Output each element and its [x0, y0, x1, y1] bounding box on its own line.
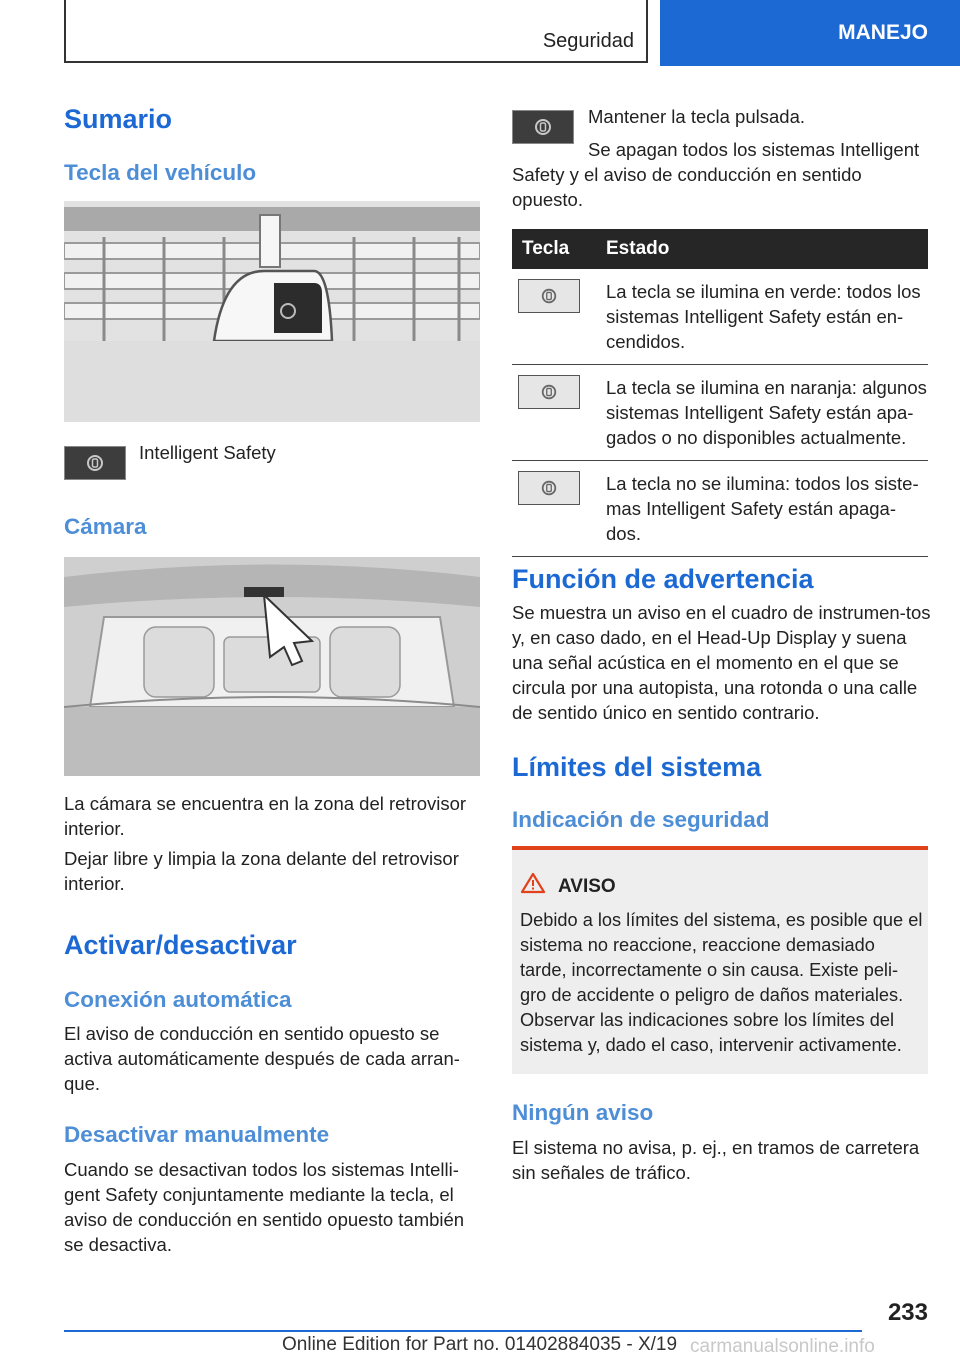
estado-cell: La tecla se ilumina en naranja: algunos sistemas Intelligent Safety están apa-gados o no disponibles actualmente.: [606, 365, 928, 461]
tecla-heading: Tecla del vehículo: [64, 160, 257, 185]
funcion-text: Se muestra un aviso en el cuadro de instrumen-tos y, en caso dado, en el Head-Up Display y suena una señal acústica en el momento en el que se circula por una autopista, una rotonda o una calle de sentido único en sentido contrario.: [512, 602, 931, 723]
apagan-text: Se apagan todos los sistemas Intelligent Safety y el aviso de conducción en sentido opuesto.: [512, 139, 920, 210]
page-number: 233: [887, 1299, 928, 1326]
table-row: [512, 365, 928, 461]
aviso-title: AVISO: [558, 876, 616, 897]
header-section-title: Seguridad: [542, 30, 634, 52]
intelligent-safety-label: Intelligent Safety: [139, 442, 276, 463]
warning-triangle-icon: [520, 872, 546, 894]
key-off-icon: [518, 471, 580, 505]
ningun-heading: Ningún aviso: [512, 1100, 654, 1125]
header-chapter-tab[interactable]: MANEJO: [660, 0, 960, 66]
sumario-heading: Sumario: [64, 104, 173, 134]
col-estado-header: Estado: [606, 229, 928, 269]
footer-edition: Online Edition for Part no. 01402884035 - X/19: [282, 1334, 678, 1355]
aviso-text: Debido a los límites del sistema, es posible que el sistema no reaccione, reaccione demasiado tarde, incorrectamente o sin causa. Existe peli-gro de accidente o peligro de daños materiales. Observar las indicaciones sobre los límites del sistema y, dado el caso, intervenir activamente.: [520, 910, 923, 1055]
state-table: [512, 229, 928, 557]
key-green-icon: [518, 279, 580, 313]
footer-watermark: carmanualsonline.info: [690, 1336, 875, 1357]
estado-cell: La tecla se ilumina en verde: todos los sistemas Intelligent Safety están en-cendidos.: [606, 269, 928, 365]
desactivar-text: Cuando se desactivan todos los sistemas Intelli-gent Safety conjuntamente mediante la tecla, el aviso de conducción en sentido opuesto también se desactiva.: [64, 1159, 465, 1255]
footer-rule: [64, 1330, 862, 1332]
intelligent-safety-key-icon: [64, 446, 126, 480]
camara-text-1: La cámara se encuentra en la zona del retrovisor interior.: [64, 793, 467, 839]
limites-heading: Límites del sistema: [512, 752, 762, 782]
table-row: [512, 461, 928, 557]
funcion-heading: Función de advertencia: [512, 564, 814, 594]
conexion-text: El aviso de conducción en sentido opuesto se activa automáticamente después de cada arran-que.: [64, 1023, 460, 1094]
col-tecla-header: Tecla: [512, 229, 606, 269]
mantener-text: Mantener la tecla pulsada.: [588, 106, 805, 127]
key-orange-icon: [518, 375, 580, 409]
conexion-heading: Conexión automática: [64, 987, 292, 1012]
table-row: [512, 269, 928, 365]
camara-heading: Cámara: [64, 514, 147, 539]
activar-heading: Activar/desactivar: [64, 930, 297, 960]
ningun-text: El sistema no avisa, p. ej., en tramos de carretera sin señales de tráfico.: [512, 1137, 920, 1183]
camera-photo: [64, 557, 480, 776]
desactivar-heading: Desactivar manualmente: [64, 1122, 330, 1147]
estado-cell: La tecla no se ilumina: todos los siste-mas Intelligent Safety están apaga-dos.: [606, 461, 928, 557]
warning-box: [512, 846, 928, 1074]
vehicle-button-photo: [64, 201, 480, 422]
indicacion-heading: Indicación de seguridad: [512, 807, 770, 832]
camara-text-2: Dejar libre y limpia la zona delante del retrovisor interior.: [64, 848, 459, 894]
